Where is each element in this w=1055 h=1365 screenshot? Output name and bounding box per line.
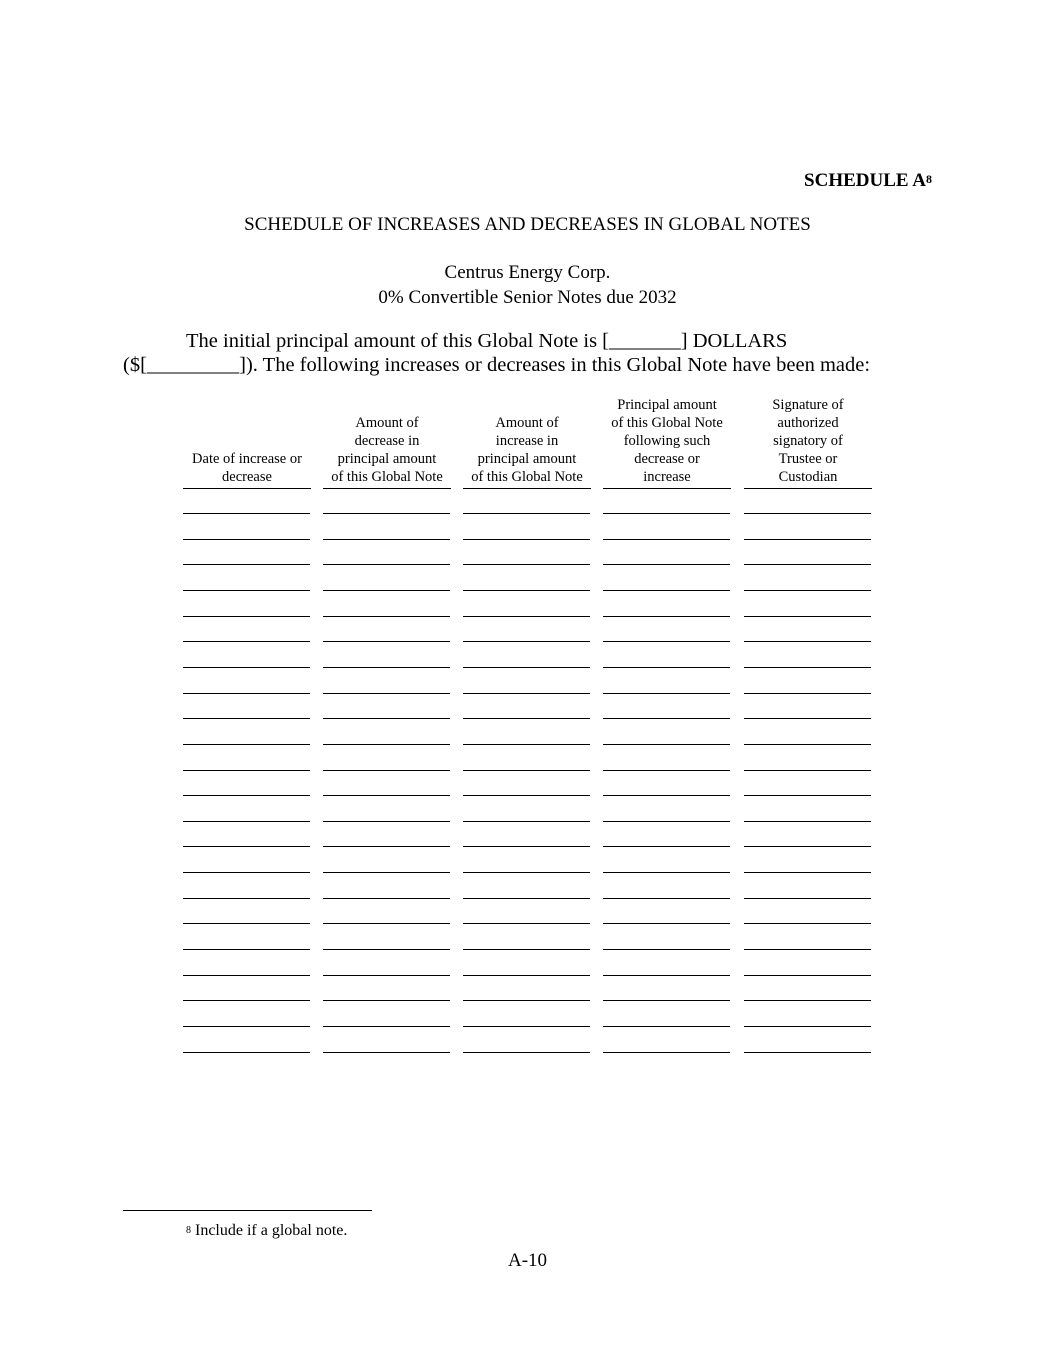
column-header-line: Trustee or xyxy=(778,451,838,467)
column-header-line: Amount of xyxy=(355,415,419,431)
entry-line[interactable] xyxy=(603,770,730,771)
entry-line[interactable] xyxy=(183,693,310,694)
entry-line[interactable] xyxy=(463,667,590,668)
entry-line[interactable] xyxy=(323,693,450,694)
column-header-line: increase xyxy=(643,469,691,485)
notes-title: 0% Convertible Senior Notes due 2032 xyxy=(378,287,677,308)
entry-line[interactable] xyxy=(744,975,871,976)
entry-line[interactable] xyxy=(323,770,450,771)
entry-line[interactable] xyxy=(183,770,310,771)
entry-line[interactable] xyxy=(603,564,730,565)
entry-line[interactable] xyxy=(603,744,730,745)
entry-line[interactable] xyxy=(744,539,871,540)
column-header-line: decrease or xyxy=(634,451,700,467)
entry-line[interactable] xyxy=(323,667,450,668)
column-header-line: signatory of xyxy=(773,433,843,449)
entry-line[interactable] xyxy=(463,898,590,899)
entry-line[interactable] xyxy=(603,872,730,873)
entry-line[interactable] xyxy=(323,590,450,591)
entry-line[interactable] xyxy=(744,949,871,950)
entry-line[interactable] xyxy=(744,846,871,847)
column-header-line: of this Global Note xyxy=(471,469,583,485)
entry-line[interactable] xyxy=(463,590,590,591)
entry-line[interactable] xyxy=(183,846,310,847)
entry-line[interactable] xyxy=(744,1000,871,1001)
schedule-title xyxy=(804,170,932,192)
company-name: Centrus Energy Corp. xyxy=(444,262,611,283)
entry-line[interactable] xyxy=(744,1052,871,1053)
column-header-line: increase in xyxy=(495,433,559,449)
entry-line[interactable] xyxy=(744,872,871,873)
entry-line[interactable] xyxy=(744,513,871,514)
entry-line[interactable] xyxy=(463,744,590,745)
entry-line[interactable] xyxy=(183,539,310,540)
column-header-line: following such xyxy=(623,433,711,449)
entry-line[interactable] xyxy=(603,539,730,540)
entry-line[interactable] xyxy=(603,513,730,514)
entry-line[interactable] xyxy=(463,693,590,694)
column-header-line: Amount of xyxy=(495,415,559,431)
entry-line[interactable] xyxy=(323,846,450,847)
entry-line[interactable] xyxy=(463,872,590,873)
entry-line[interactable] xyxy=(744,898,871,899)
footnote-divider xyxy=(123,1210,372,1211)
entry-line[interactable] xyxy=(744,718,871,719)
entry-line[interactable] xyxy=(603,616,730,617)
entry-line[interactable] xyxy=(463,821,590,822)
entry-line[interactable] xyxy=(463,923,590,924)
entry-line[interactable] xyxy=(463,846,590,847)
intro-paragraph-line-1: The initial principal amount of this Global Note is [_______] DOLLARS xyxy=(186,330,788,352)
schedule-title-text: SCHEDULE A xyxy=(804,170,926,191)
entry-line[interactable] xyxy=(744,693,871,694)
column-header-3 xyxy=(463,396,591,489)
entry-line[interactable] xyxy=(323,744,450,745)
entry-line[interactable] xyxy=(323,923,450,924)
entry-line[interactable] xyxy=(603,641,730,642)
entry-line[interactable] xyxy=(323,872,450,873)
entry-line[interactable] xyxy=(323,1052,450,1053)
entry-line[interactable] xyxy=(603,693,730,694)
entry-line[interactable] xyxy=(183,949,310,950)
entry-line[interactable] xyxy=(183,1000,310,1001)
column-header-1 xyxy=(183,396,311,489)
entry-line[interactable] xyxy=(603,1000,730,1001)
entry-line[interactable] xyxy=(463,975,590,976)
footnote xyxy=(186,1222,347,1240)
entry-line[interactable] xyxy=(744,770,871,771)
entry-line[interactable] xyxy=(183,923,310,924)
entry-line[interactable] xyxy=(323,821,450,822)
column-header-line: principal amount xyxy=(477,451,577,467)
entry-line[interactable] xyxy=(183,590,310,591)
entry-line[interactable] xyxy=(463,1052,590,1053)
entry-line[interactable] xyxy=(323,564,450,565)
entry-line[interactable] xyxy=(603,949,730,950)
entry-line[interactable] xyxy=(603,846,730,847)
column-header-line: principal amount xyxy=(337,451,437,467)
entry-line[interactable] xyxy=(323,616,450,617)
entry-line[interactable] xyxy=(603,795,730,796)
entry-line[interactable] xyxy=(183,821,310,822)
entry-line[interactable] xyxy=(183,1026,310,1027)
entry-line[interactable] xyxy=(183,564,310,565)
column-header-line: of this Global Note xyxy=(611,415,723,431)
entry-line[interactable] xyxy=(463,795,590,796)
entry-line[interactable] xyxy=(323,795,450,796)
entry-line[interactable] xyxy=(744,821,871,822)
column-header-4 xyxy=(603,396,731,489)
entry-line[interactable] xyxy=(183,718,310,719)
entry-line[interactable] xyxy=(463,718,590,719)
entry-line[interactable] xyxy=(323,949,450,950)
entry-line[interactable] xyxy=(323,898,450,899)
entry-line[interactable] xyxy=(183,616,310,617)
entry-line[interactable] xyxy=(183,898,310,899)
entry-line[interactable] xyxy=(323,718,450,719)
entry-line[interactable] xyxy=(603,718,730,719)
entry-line[interactable] xyxy=(323,1000,450,1001)
entry-line[interactable] xyxy=(744,564,871,565)
entry-line[interactable] xyxy=(323,539,450,540)
entry-line[interactable] xyxy=(463,513,590,514)
entry-line[interactable] xyxy=(603,821,730,822)
column-header-line: decrease in xyxy=(354,433,420,449)
entry-line[interactable] xyxy=(323,1026,450,1027)
entry-line[interactable] xyxy=(744,641,871,642)
entry-line[interactable] xyxy=(183,975,310,976)
entry-line[interactable] xyxy=(183,744,310,745)
entry-line[interactable] xyxy=(183,641,310,642)
entry-line[interactable] xyxy=(463,641,590,642)
entry-line[interactable] xyxy=(744,1026,871,1027)
column-header-line: Signature of xyxy=(772,397,844,413)
entry-line[interactable] xyxy=(463,616,590,617)
entry-line[interactable] xyxy=(463,770,590,771)
entry-line[interactable] xyxy=(463,1026,590,1027)
entry-line[interactable] xyxy=(603,923,730,924)
entry-line[interactable] xyxy=(603,1026,730,1027)
footnote-reference: 8 xyxy=(926,172,932,186)
column-header-line: decrease xyxy=(222,469,272,485)
footnote-text: Include if a global note. xyxy=(195,1222,348,1239)
entry-line[interactable] xyxy=(603,667,730,668)
entry-line[interactable] xyxy=(744,923,871,924)
entry-line[interactable] xyxy=(603,898,730,899)
entry-line[interactable] xyxy=(744,667,871,668)
entry-line[interactable] xyxy=(603,1052,730,1053)
entry-line[interactable] xyxy=(463,564,590,565)
entry-line[interactable] xyxy=(183,1052,310,1053)
column-header-line: Date of increase or xyxy=(192,451,302,467)
footnote-marker: 8 xyxy=(186,1225,191,1236)
column-header-line: Principal amount xyxy=(617,397,717,413)
entry-line[interactable] xyxy=(603,590,730,591)
entry-line[interactable] xyxy=(463,949,590,950)
column-header-line: of this Global Note xyxy=(331,469,443,485)
page-number: A-10 xyxy=(507,1250,548,1271)
entry-line[interactable] xyxy=(744,744,871,745)
entry-line[interactable] xyxy=(183,795,310,796)
column-header-line: Custodian xyxy=(778,469,838,485)
entry-line[interactable] xyxy=(744,616,871,617)
entry-line[interactable] xyxy=(463,1000,590,1001)
entry-line[interactable] xyxy=(323,513,450,514)
column-header-5 xyxy=(744,396,872,489)
entry-line[interactable] xyxy=(744,795,871,796)
intro-paragraph-line-2: ($[_________]). The following increases or decreases in this Global Note have been made: xyxy=(123,354,871,376)
column-header-line: authorized xyxy=(777,415,839,431)
entry-line[interactable] xyxy=(183,667,310,668)
entry-line[interactable] xyxy=(463,539,590,540)
document-subtitle: SCHEDULE OF INCREASES AND DECREASES IN GLOBAL NOTES xyxy=(244,214,811,235)
entry-line[interactable] xyxy=(323,641,450,642)
entry-line[interactable] xyxy=(183,872,310,873)
entry-line[interactable] xyxy=(183,513,310,514)
column-header-2 xyxy=(323,396,451,489)
entry-line[interactable] xyxy=(323,975,450,976)
entry-line[interactable] xyxy=(603,975,730,976)
entry-line[interactable] xyxy=(744,590,871,591)
